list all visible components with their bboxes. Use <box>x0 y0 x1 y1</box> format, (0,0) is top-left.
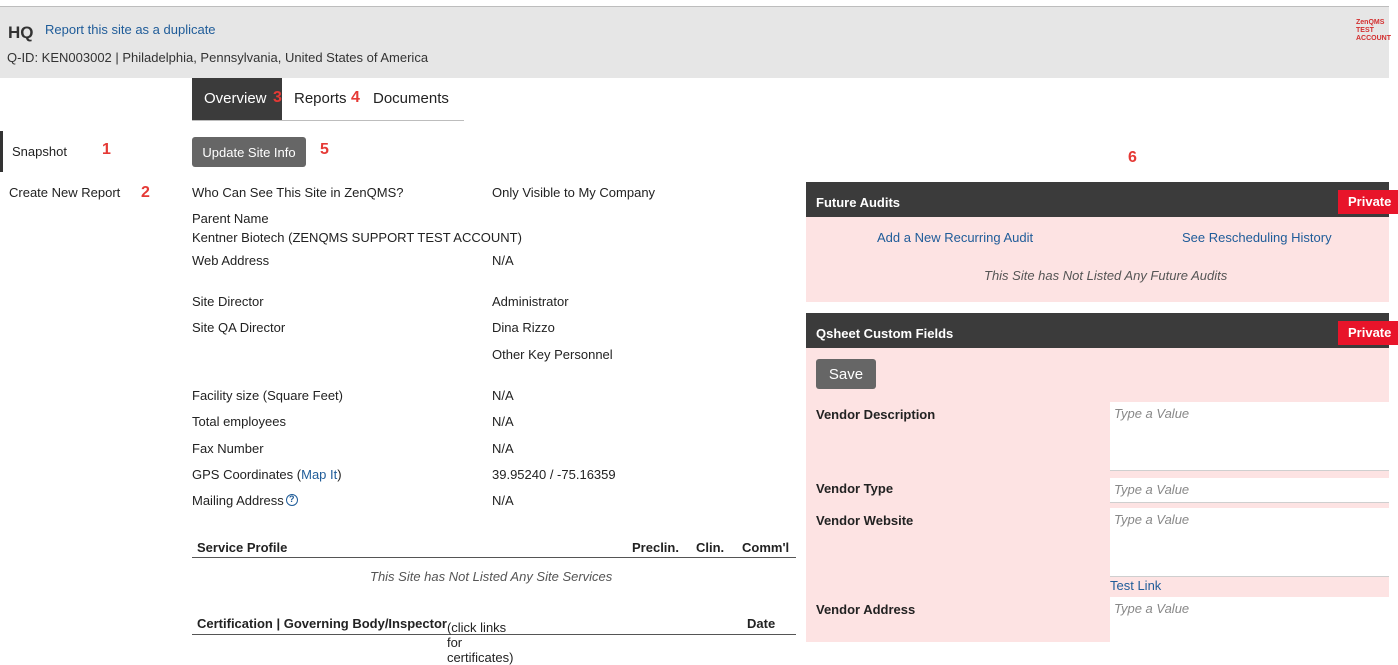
total-employees-label: Total employees <box>192 414 286 429</box>
vendor-type-input[interactable]: Type a Value <box>1110 478 1389 503</box>
rescheduling-history-link[interactable]: See Rescheduling History <box>1182 230 1332 245</box>
vendor-type-label: Vendor Type <box>816 481 894 496</box>
save-button[interactable]: Save <box>816 359 876 389</box>
visibility-value: Only Visible to My Company <box>492 185 656 200</box>
add-recurring-audit-link[interactable]: Add a New Recurring Audit <box>877 230 1034 245</box>
future-audits-bar <box>806 182 1392 217</box>
clin-column: Clin. <box>696 540 725 555</box>
other-key-personnel-link[interactable]: Other Key Personnel <box>492 347 613 362</box>
update-site-info-button[interactable]: Update Site Info <box>192 137 306 167</box>
future-audits-body <box>806 217 1389 302</box>
service-profile-title: Service Profile <box>197 540 288 555</box>
custom-fields-bar <box>806 313 1392 348</box>
company-logo: ZenQMS TEST ACCOUNT <box>1356 19 1391 42</box>
certification-header <box>192 612 796 665</box>
date-column: Date <box>747 616 776 631</box>
web-address-label: Web Address <box>192 253 270 268</box>
site-name: HQ <box>8 23 34 42</box>
facility-size-label: Facility size (Square Feet) <box>192 388 343 403</box>
report-duplicate-link[interactable]: Report this site as a duplicate <box>45 22 216 37</box>
annotation-1: 1 <box>102 141 111 158</box>
annotation-3: 3 <box>273 89 282 106</box>
parent-name-label: Parent Name <box>192 211 269 226</box>
site-header <box>0 7 1389 78</box>
no-future-audits-note: This Site has Not Listed Any Future Audits <box>984 268 1228 283</box>
site-director-label: Site Director <box>192 294 264 309</box>
site-director-link[interactable]: Administrator <box>492 294 569 309</box>
certification-title: Certification | Governing Body/Inspector <box>197 616 447 631</box>
annotation-5: 5 <box>320 141 329 158</box>
site-qa-director-label: Site QA Director <box>192 320 286 335</box>
no-site-services-note: This Site has Not Listed Any Site Services <box>370 569 613 584</box>
facility-size-value: N/A <box>492 388 514 403</box>
web-address-value: N/A <box>492 253 514 268</box>
gps-value: 39.95240 / -75.16359 <box>492 467 616 482</box>
total-employees-value: N/A <box>492 414 514 429</box>
future-audits-title: Future Audits <box>816 195 901 210</box>
top-border <box>0 0 1389 7</box>
annotation-2: 2 <box>141 184 150 201</box>
gps-label: GPS Coordinates (Map It) <box>192 467 342 482</box>
vendor-description-label: Vendor Description <box>816 407 936 422</box>
private-badge: Private <box>1338 321 1398 345</box>
vendor-address-label: Vendor Address <box>816 602 916 617</box>
tab-bar <box>192 78 464 121</box>
visibility-label: Who Can See This Site in ZenQMS? <box>192 185 404 200</box>
parent-name-link[interactable]: Kentner Biotech (ZENQMS SUPPORT TEST ACCOUNT) <box>192 230 522 245</box>
preclin-column: Preclin. <box>632 540 679 555</box>
fax-number-label: Fax Number <box>192 441 264 456</box>
nav-snapshot[interactable]: Snapshot <box>0 131 150 172</box>
tab-reports[interactable]: Reports <box>294 90 347 107</box>
vendor-website-label: Vendor Website <box>816 513 914 528</box>
tab-documents[interactable]: Documents <box>373 90 449 107</box>
vendor-description-input[interactable]: Type a Value <box>1110 402 1389 471</box>
qid-location-line: Q-ID: KEN003002 | Philadelphia, Pennsylvania, United States of America <box>7 50 429 65</box>
private-badge: Private <box>1338 190 1398 214</box>
vendor-address-input[interactable]: Type a Value <box>1110 597 1389 642</box>
test-link[interactable]: Test Link <box>1110 578 1162 593</box>
service-profile-header <box>192 536 796 558</box>
help-icon[interactable]: ? <box>286 494 298 506</box>
fax-number-value: N/A <box>492 441 514 456</box>
annotation-4: 4 <box>351 89 360 106</box>
vendor-website-input[interactable]: Type a Value <box>1110 508 1389 577</box>
annotation-6: 6 <box>1128 149 1137 166</box>
mailing-address-value: N/A <box>492 493 514 508</box>
custom-fields-title: Qsheet Custom Fields <box>816 326 954 341</box>
comml-column: Comm'l <box>742 540 790 555</box>
site-qa-director-link[interactable]: Dina Rizzo <box>492 320 555 335</box>
tab-overview[interactable]: Overview <box>192 78 282 120</box>
map-it-link[interactable]: Map It <box>301 467 338 482</box>
certification-note: (click links for certificates) <box>446 620 514 665</box>
nav-create-new-report[interactable]: Create New Report <box>9 185 121 200</box>
mailing-address-label: Mailing Address ? <box>192 493 298 508</box>
